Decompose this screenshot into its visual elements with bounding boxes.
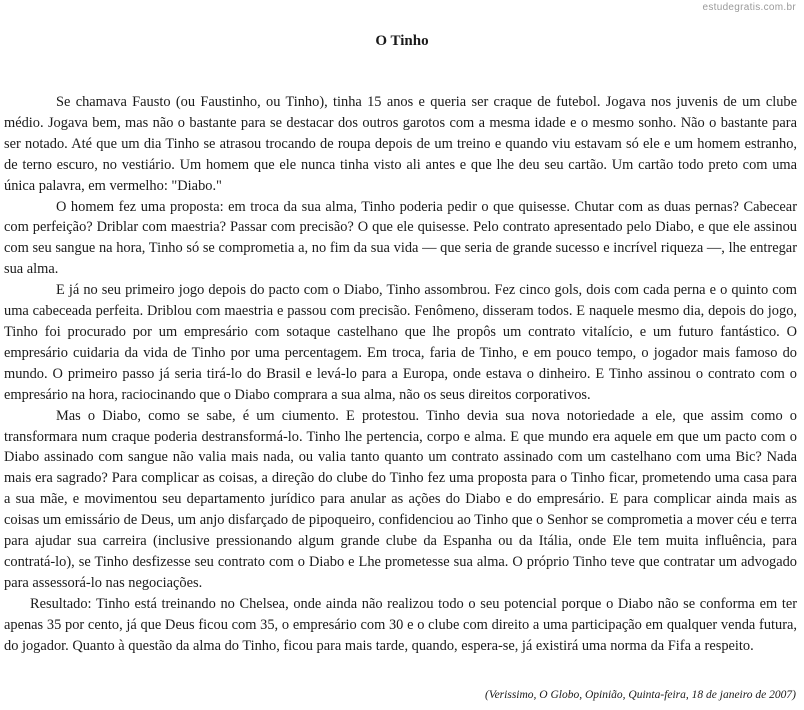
site-watermark: estudegratis.com.br: [702, 2, 796, 13]
paragraph-1: Se chamava Fausto (ou Faustinho, ou Tinho), tinha 15 anos e queria ser craque de futebol. Jogava nos juvenis de um clube médio. Jogava bem, mas não o bastante para se destacar dos outros garotos com a mesma idade e o mesmo sonho. Não o bastante para ser notado. Até que um dia Tinho se atrasou trocando de roupa depois de um treino e quando viu estavam só ele e um homem estranho, de terno escuro, no vestiário. Um homem que ele nunca tinha visto ali antes e que lhe deu seu cartão. Um cartão todo preto com uma única palavra, em vermelho: "Diabo.": [4, 94, 797, 194]
source-citation: (Verissimo, O Globo, Opinião, Quinta-feira, 18 de janeiro de 2007): [484, 689, 796, 701]
paragraph-5: Resultado: Tinho está treinando no Chelsea, onde ainda não realizou todo o seu potencial porque o Diabo não se conforma em ter apenas 35 por cento, já que Deus ficou com 35, o empresário com 30 e o clube com direito a uma participação em qualquer venda futura, do jogador. Quanto à questão da alma do Tinho, ficou para mais tarde, quando, espera-se, já existirá uma norma da Fifa a respeito.: [4, 595, 797, 654]
paragraph-4: Mas o Diabo, como se sabe, é um ciumento. E protestou. Tinho devia sua nova notoriedade a ele, que assim como o transformara num craque poderia destransformá-lo. Tinho lhe pertencia, corpo e alma. E que mundo era aquele em que um pacto com o Diabo assinado com sangue não valia mais nada, ou valia tanto quanto um contrato assinado com um castelhano com uma Bic? Nada mais era sagrado? Para complicar as coisas, a direção do clube do Tinho fez uma proposta para o Tinho ficar, prometendo uma casa para a sua mãe, e movimentou seu departamento jurídico para anular as ações do Diabo e do empresário. E para complicar ainda mais as coisas um emissário de Deus, um anjo disfarçado de pipoqueiro, confidenciou ao Tinho que o Senhor se comprometia a mover céu e terra para ajudar sua carreira (inclusive pressionando algum grande clube da Espanha ou da Itália, onde Ele tem muita influência, para contratá-lo), se Tinho desfizesse seu contrato com o Diabo e Lhe prometesse sua alma. O próprio Tinho teve que contratar um advogado para assessorá-lo nas negociações.: [4, 407, 797, 591]
paragraph-2: O homem fez uma proposta: em troca da sua alma, Tinho poderia pedir o que quisesse. Chutar com as duas pernas? Cabecear com perfeição? Driblar com maestria? Passar com precisão? O que ele quisesse. Pelo contrato apresentado pelo Diabo, e que ele assinou com seu sangue na hora, Tinho só se comprometia a, no fim da sua vida — que seria de grande sucesso e incrível riqueza —, lhe entregar sua alma.: [4, 198, 797, 278]
article-body: [4, 92, 797, 656]
paragraph-3: E já no seu primeiro jogo depois do pacto com o Diabo, Tinho assombrou. Fez cinco gols, dois com cada perna e o quinto com uma cabeceada perfeita. Driblou com maestria e passou com precisão. Fenômeno, disseram todos. E naquele mesmo dia, depois do jogo, Tinho foi procurado por um empresário com sotaque castelhano que lhe propôs um contrato vitalício, e um futuro fantástico. O empresário cuidaria da vida de Tinho por uma percentagem. Em troca, faria de Tinho, e em pouco tempo, o jogador mais famoso do mundo. O primeiro passo já seria tirá-lo do Brasil e levá-lo para a Europa, onde estava o dinheiro. E Tinho assinou o contrato com o empresário na hora, raciocinando que o Diabo comprara a sua alma, não os seus direitos corporativos.: [4, 282, 797, 403]
page-title: O Tinho: [375, 33, 429, 49]
